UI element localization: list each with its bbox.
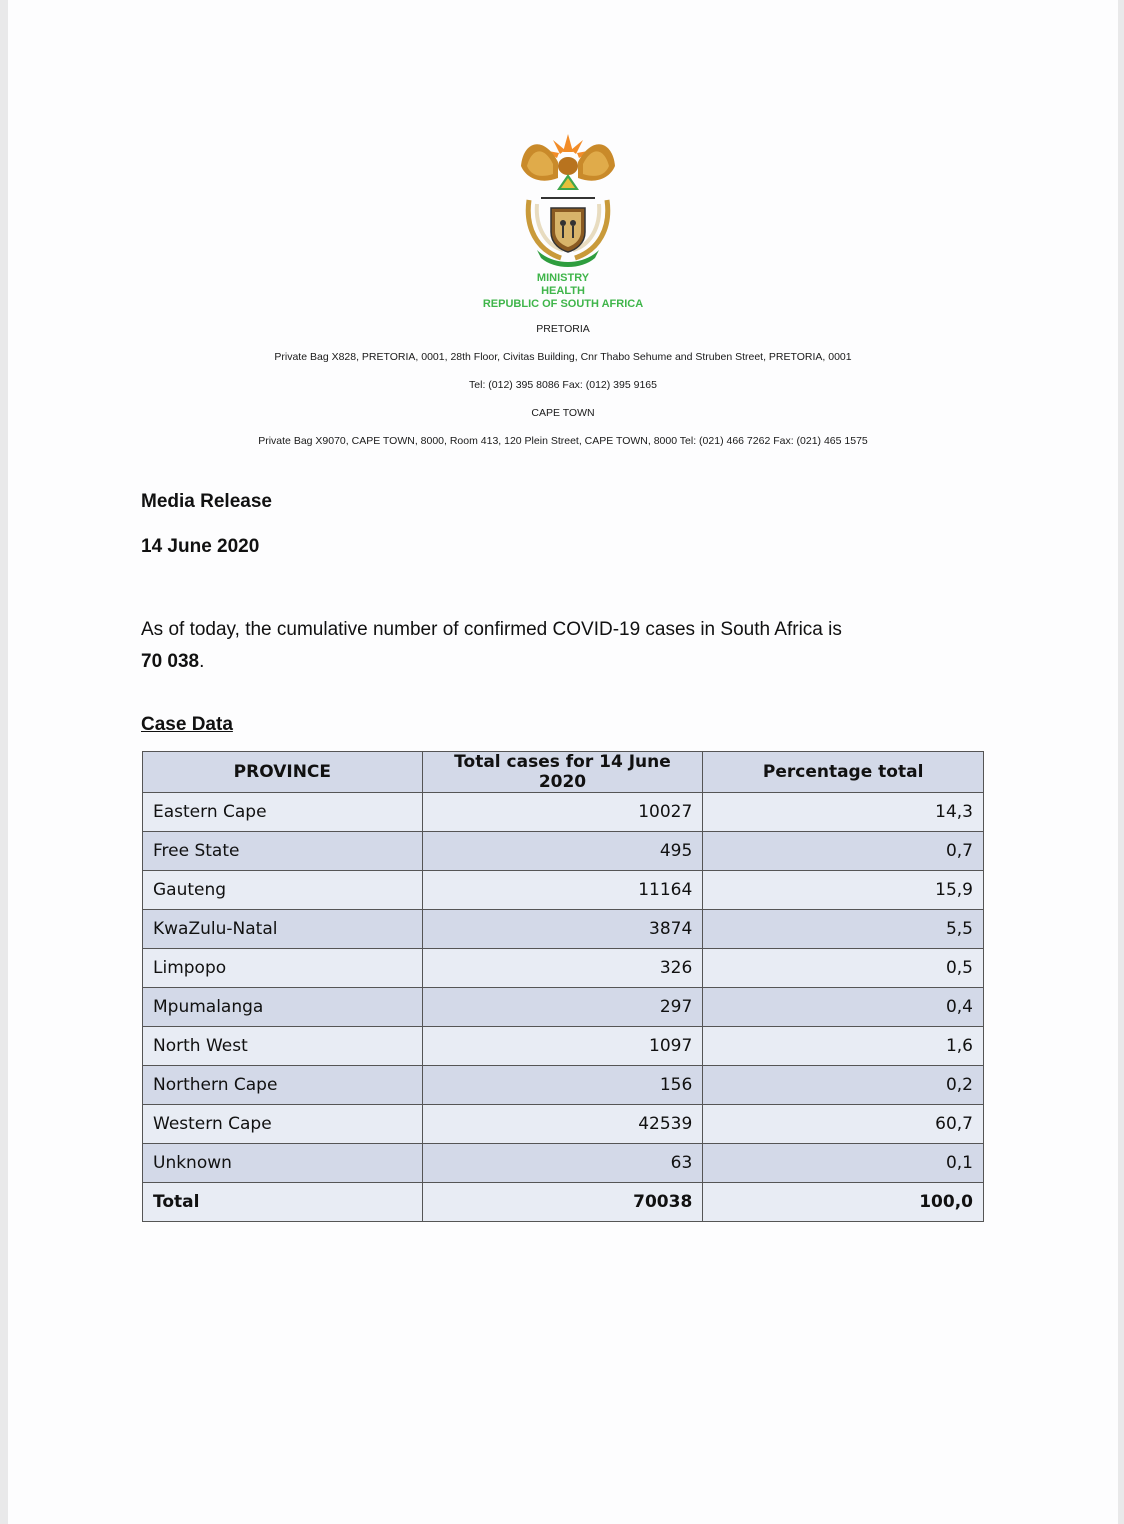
percentage-cell: 5,5: [703, 910, 984, 949]
cases-cell: 495: [422, 832, 703, 871]
table-total-row: [143, 1183, 984, 1222]
coat-of-arms-icon: [513, 128, 623, 268]
province-cell: Free State: [143, 832, 423, 871]
case-data-table: [142, 751, 984, 1222]
cases-cell: 326: [422, 949, 703, 988]
table-row: [143, 1144, 984, 1183]
total-cases-cell: 70038: [422, 1183, 703, 1222]
table-row: [143, 871, 984, 910]
percentage-cell: 0,4: [703, 988, 984, 1027]
province-cell: Limpopo: [143, 949, 423, 988]
province-cell: North West: [143, 1027, 423, 1066]
document-page: [8, 0, 1118, 1524]
column-header-total-cases: Total cases for 14 June 2020: [422, 752, 703, 793]
ministry-department: HEALTH: [541, 285, 585, 297]
ministry-title: MINISTRY: [536, 272, 590, 284]
table-row: [143, 1066, 984, 1105]
summary-paragraph: [141, 614, 961, 678]
percentage-cell: 15,9: [703, 871, 984, 910]
cases-cell: 11164: [422, 871, 703, 910]
percentage-cell: 14,3: [703, 793, 984, 832]
cases-cell: 3874: [422, 910, 703, 949]
total-percentage-cell: 100,0: [703, 1183, 984, 1222]
address-pretoria: Private Bag X828, PRETORIA, 0001, 28th Floor, Civitas Building, Cnr Thabo Sehume and Struben Street, PRETORIA, 0001: [274, 351, 852, 363]
percentage-cell: 0,2: [703, 1066, 984, 1105]
contact-pretoria: Tel: (012) 395 8086 Fax: (012) 395 9165: [469, 379, 657, 391]
city-pretoria: PRETORIA: [536, 323, 590, 335]
cases-cell: 156: [422, 1066, 703, 1105]
table-row: [143, 1105, 984, 1144]
ministry-country: REPUBLIC OF SOUTH AFRICA: [482, 298, 644, 310]
media-release-label: Media Release: [141, 491, 272, 512]
province-cell: Eastern Cape: [143, 793, 423, 832]
table-row: [143, 1027, 984, 1066]
table-row: [143, 910, 984, 949]
city-cape-town: CAPE TOWN: [531, 407, 595, 419]
cases-cell: 42539: [422, 1105, 703, 1144]
total-label-cell: Total: [143, 1183, 423, 1222]
percentage-cell: 60,7: [703, 1105, 984, 1144]
summary-text: As of today, the cumulative number of confirmed COVID-19 cases in South Africa is: [141, 619, 842, 640]
province-cell: KwaZulu-Natal: [143, 910, 423, 949]
address-cape-town: Private Bag X9070, CAPE TOWN, 8000, Room 413, 120 Plein Street, CAPE TOWN, 8000 Tel: (021) 466 7262 Fax: (021) 465 1575: [258, 435, 868, 447]
total-cases-value: 70 038: [141, 651, 200, 672]
table-row: [143, 988, 984, 1027]
percentage-cell: 0,1: [703, 1144, 984, 1183]
cases-cell: 297: [422, 988, 703, 1027]
province-cell: Northern Cape: [143, 1066, 423, 1105]
table-row: [143, 949, 984, 988]
table-row: [143, 793, 984, 832]
province-cell: Mpumalanga: [143, 988, 423, 1027]
province-cell: Unknown: [143, 1144, 423, 1183]
summary-period: .: [199, 651, 205, 672]
case-data-heading: Case Data: [141, 714, 233, 735]
province-cell: Gauteng: [143, 871, 423, 910]
column-header-province: PROVINCE: [143, 752, 423, 793]
cases-cell: 10027: [422, 793, 703, 832]
table-header-row: [143, 752, 984, 793]
province-cell: Western Cape: [143, 1105, 423, 1144]
release-date: 14 June 2020: [141, 536, 260, 557]
percentage-cell: 0,5: [703, 949, 984, 988]
percentage-cell: 0,7: [703, 832, 984, 871]
cases-cell: 63: [422, 1144, 703, 1183]
percentage-cell: 1,6: [703, 1027, 984, 1066]
column-header-percentage: Percentage total: [703, 752, 984, 793]
table-row: [143, 832, 984, 871]
cases-cell: 1097: [422, 1027, 703, 1066]
